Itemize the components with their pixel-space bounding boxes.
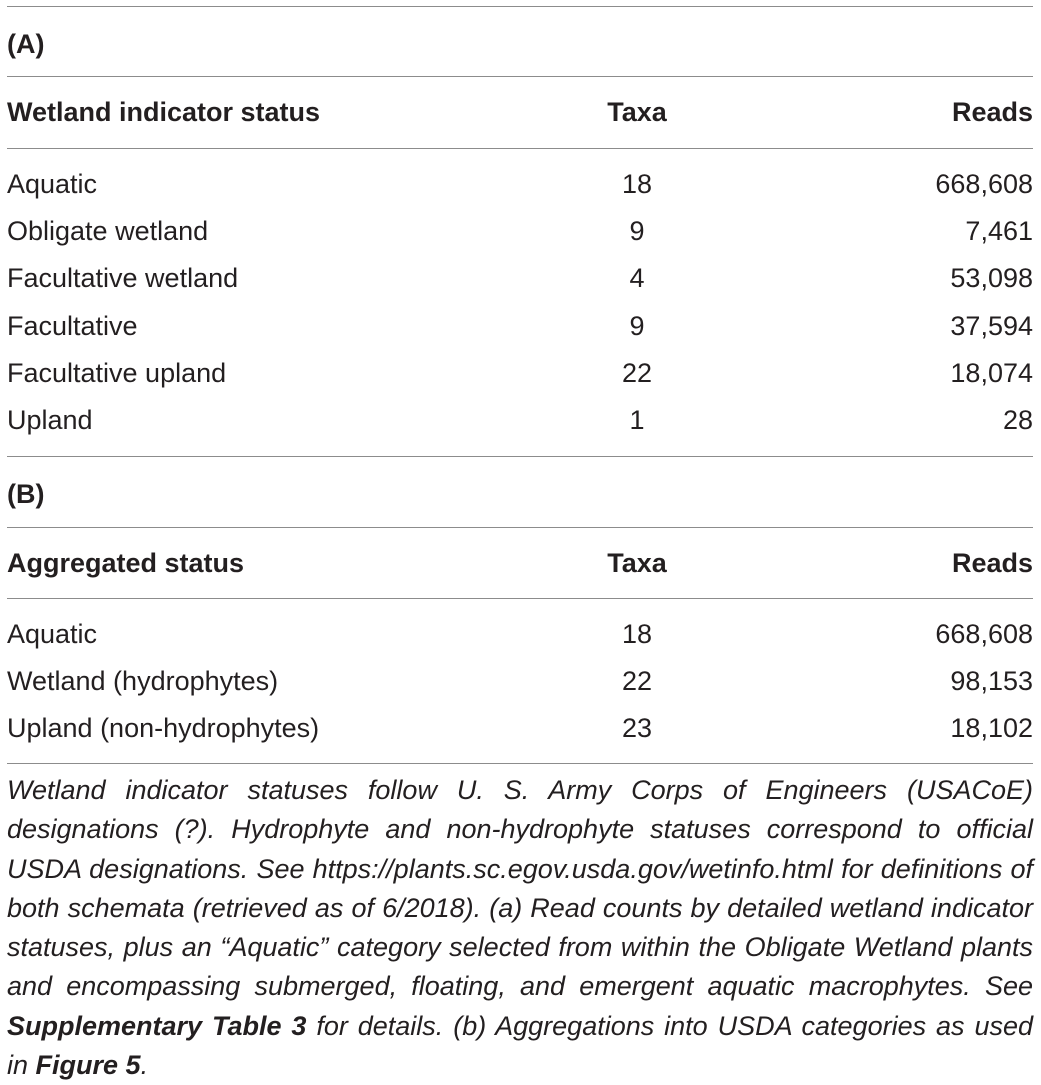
row-status: Aquatic [7,169,98,199]
section-a-header-top-rule [7,76,1033,77]
header-reads: Reads [951,548,1033,578]
row-status: Upland (non-hydrophytes) [7,713,320,743]
row-taxa: 1 [629,405,645,435]
row-reads: 18,074 [950,358,1033,388]
top-rule [7,6,1033,7]
header-status: Wetland indicator status [7,97,321,127]
table-row [7,400,1033,440]
row-status: Obligate wetland [7,216,209,246]
section-a-bottom-rule [7,456,1033,457]
row-status: Facultative wetland [7,263,239,293]
row-status: Upland [7,405,93,435]
row-taxa: 9 [629,311,645,341]
header-taxa: Taxa [607,548,667,578]
section-a-header-bottom-rule [7,148,1033,149]
section-b-header-row [7,543,1033,583]
header-taxa: Taxa [607,97,667,127]
supplementary-table-link[interactable]: Supplementary Table 3 [7,1010,307,1041]
row-reads: 18,102 [950,713,1033,743]
row-taxa: 9 [629,216,645,246]
table-row [7,353,1033,393]
table-row [7,661,1033,701]
row-taxa: 22 [621,666,653,696]
table-caption [7,771,1033,1085]
row-taxa: 4 [629,263,645,293]
row-taxa: 18 [621,169,653,199]
section-b-label: (B) [7,479,45,509]
caption-text: for details. (b) Aggregations into USDA categories as used in [7,1010,1033,1081]
table-row [7,258,1033,298]
table-row [7,164,1033,204]
table-row [7,708,1033,748]
row-taxa: 22 [621,358,653,388]
row-status: Facultative upland [7,358,227,388]
caption-text: Wetland indicator statuses follow U. S. Army Corps of Engineers (USACoE) designations (?). Hydrophyte and non-hydrophyte statuses correspond to official USDA designations. See https://plants.sc.egov.usda.gov/wetinfo.html for definitions of both schemata (retrieved as of 6/2018). (a) Read counts by detailed wetland indicator statuses, plus an “Aquatic” category selected from within the Obligate Wetland plants and encompassing submerged, floating, and emergent aquatic macrophytes. See [7,775,1033,1002]
table-row [7,306,1033,346]
row-taxa: 18 [621,619,653,649]
row-reads: 37,594 [950,311,1033,341]
row-reads: 28 [1002,405,1033,435]
caption-text: . [140,1050,149,1081]
table-row [7,614,1033,654]
section-a-header-row [7,92,1033,132]
header-reads: Reads [951,97,1033,127]
row-reads: 668,608 [935,169,1033,199]
row-reads: 98,153 [950,666,1033,696]
row-reads: 53,098 [950,263,1033,293]
row-reads: 7,461 [965,216,1033,246]
table-bottom-rule [7,763,1033,764]
section-b-header-top-rule [7,527,1033,528]
row-taxa: 23 [621,713,653,743]
table-row [7,211,1033,251]
row-reads: 668,608 [935,619,1033,649]
row-status: Facultative [7,311,138,341]
section-b-header-bottom-rule [7,598,1033,599]
section-a-label: (A) [7,29,45,59]
row-status: Aquatic [7,619,98,649]
figure-link[interactable]: Figure 5 [35,1050,141,1081]
row-status: Wetland (hydrophytes) [7,666,279,696]
header-status: Aggregated status [7,548,245,578]
